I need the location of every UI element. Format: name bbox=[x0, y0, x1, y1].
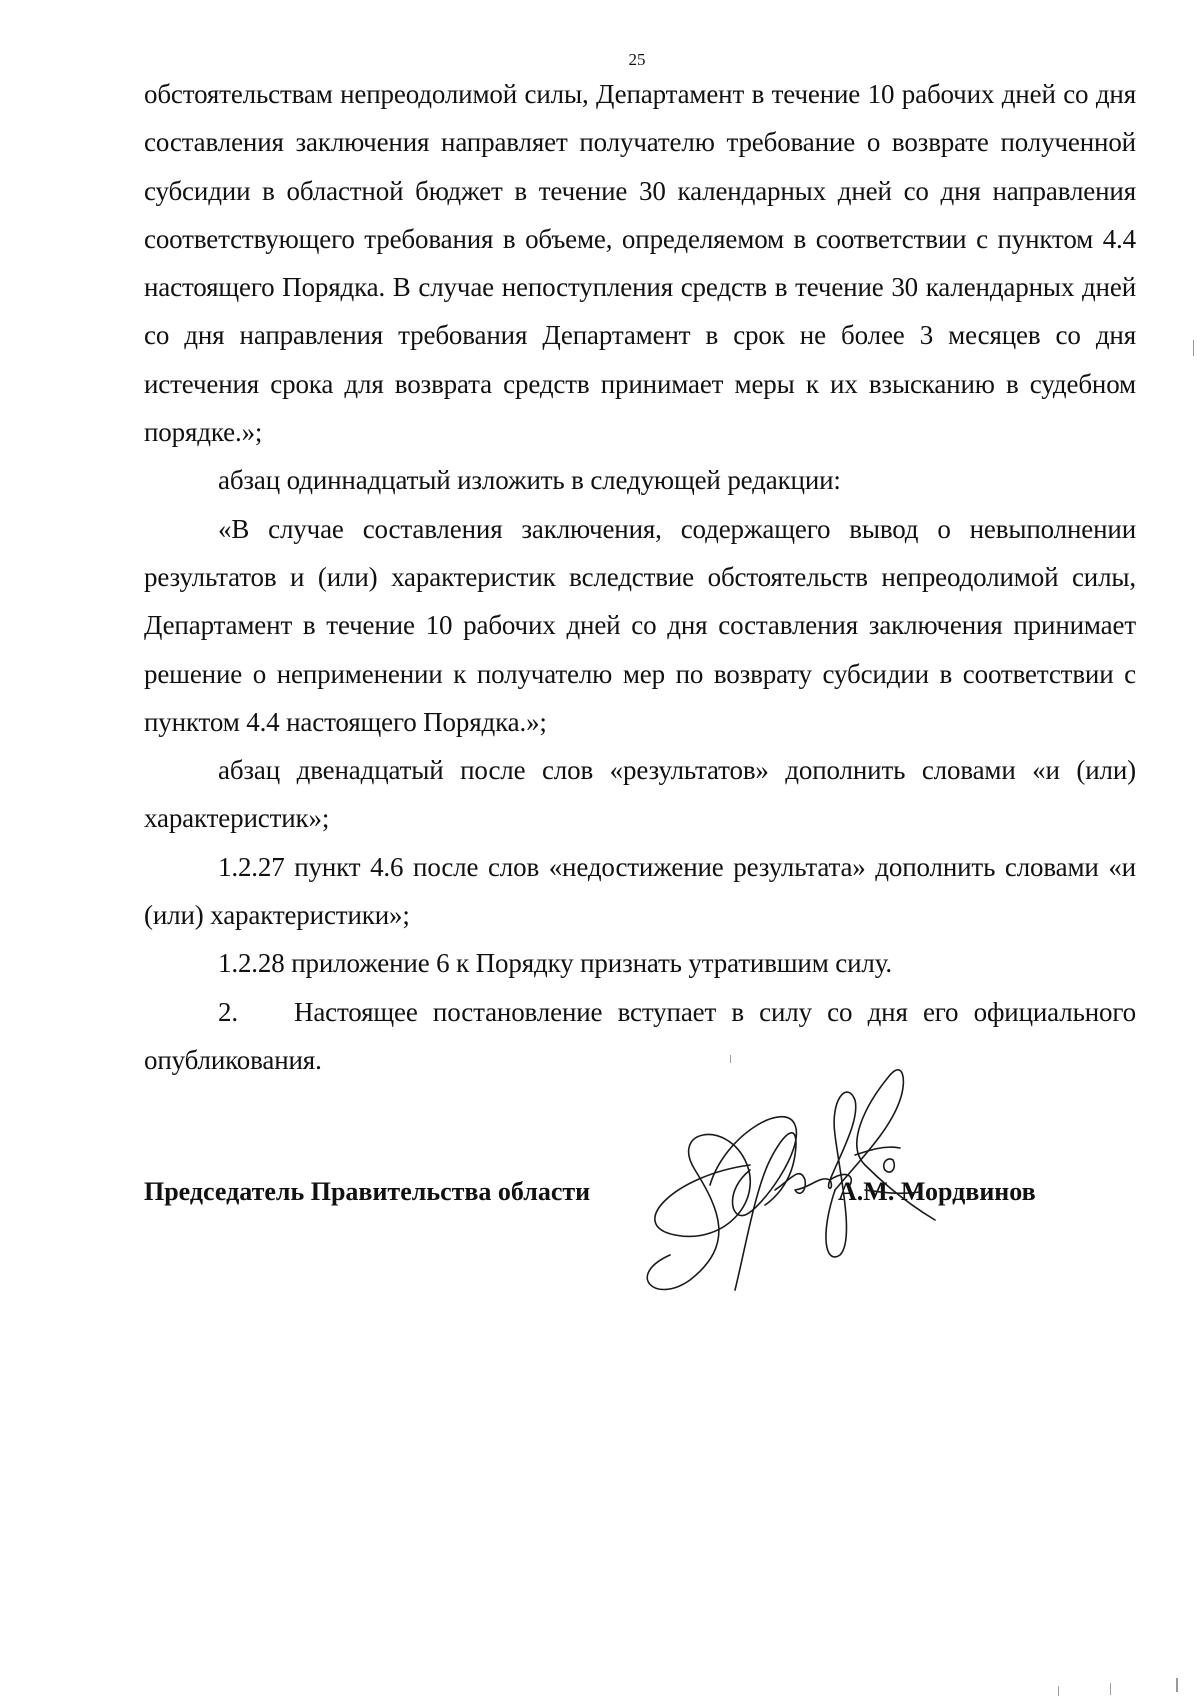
paragraph-amendment-eleventh: абзац одиннадцатый изложить в следующей редакции: bbox=[218, 465, 841, 496]
page-number: 25 bbox=[628, 50, 646, 69]
item-2-label: 2. bbox=[218, 996, 238, 1027]
document-body bbox=[144, 70, 1136, 1084]
signer-name: А.М. Мордвинов bbox=[838, 1177, 1036, 1206]
handwritten-signature-icon bbox=[635, 1040, 955, 1310]
scan-mark bbox=[730, 1055, 731, 1063]
paragraph-item-1-2-27: 1.2.27 пункт 4.6 после слов «недостижение результата» дополнить словами «и (или) характеристики»; bbox=[144, 851, 1136, 931]
paragraph-quoted-text: «В случае составления заключения, содержащего вывод о невыполнении результатов и (или) характеристик вследствие обстоятельств непреодолимой силы, Департамент в течение 10 рабочих дней со дня составления заключения принимает решение о неприменении к получателю мер по возврату субсидии в соответствии с пунктом 4.4 настоящего Порядка.»; bbox=[144, 513, 1136, 737]
signer-title: Председатель Правительства области bbox=[144, 1177, 591, 1206]
scan-mark bbox=[1110, 1683, 1111, 1695]
scan-mark bbox=[1058, 1686, 1059, 1696]
paragraph-continuation: обстоятельствам непреодолимой силы, Департамент в течение 10 рабочих дней со дня составления заключения направляет получателю требование о возврате полученной субсидии в областной бюджет в течение 30 календарных дней со дня направления соответствующего требования в объеме, определяемом в соответствии с пунктом 4.4 настоящего Порядка. В случае непоступления средств в течение 30 календарных дней со дня направления требования Департамент в срок не более 3 месяцев со дня истечения срока для возврата средств принимает меры к их взысканию в судебном порядке.»; bbox=[144, 79, 1136, 448]
paragraph-amendment-twelfth: абзац двенадцатый после слов «результатов» дополнить словами «и (или) характеристик»; bbox=[144, 755, 1136, 834]
scan-mark bbox=[1176, 1678, 1178, 1692]
paragraph-item-1-2-28: 1.2.28 приложение 6 к Порядку признать утратившим силу. bbox=[218, 948, 892, 979]
item-2-text: Настоящее постановление вступает в силу со дня его официального опубликования. bbox=[144, 996, 1136, 1075]
scan-mark bbox=[1193, 340, 1194, 356]
